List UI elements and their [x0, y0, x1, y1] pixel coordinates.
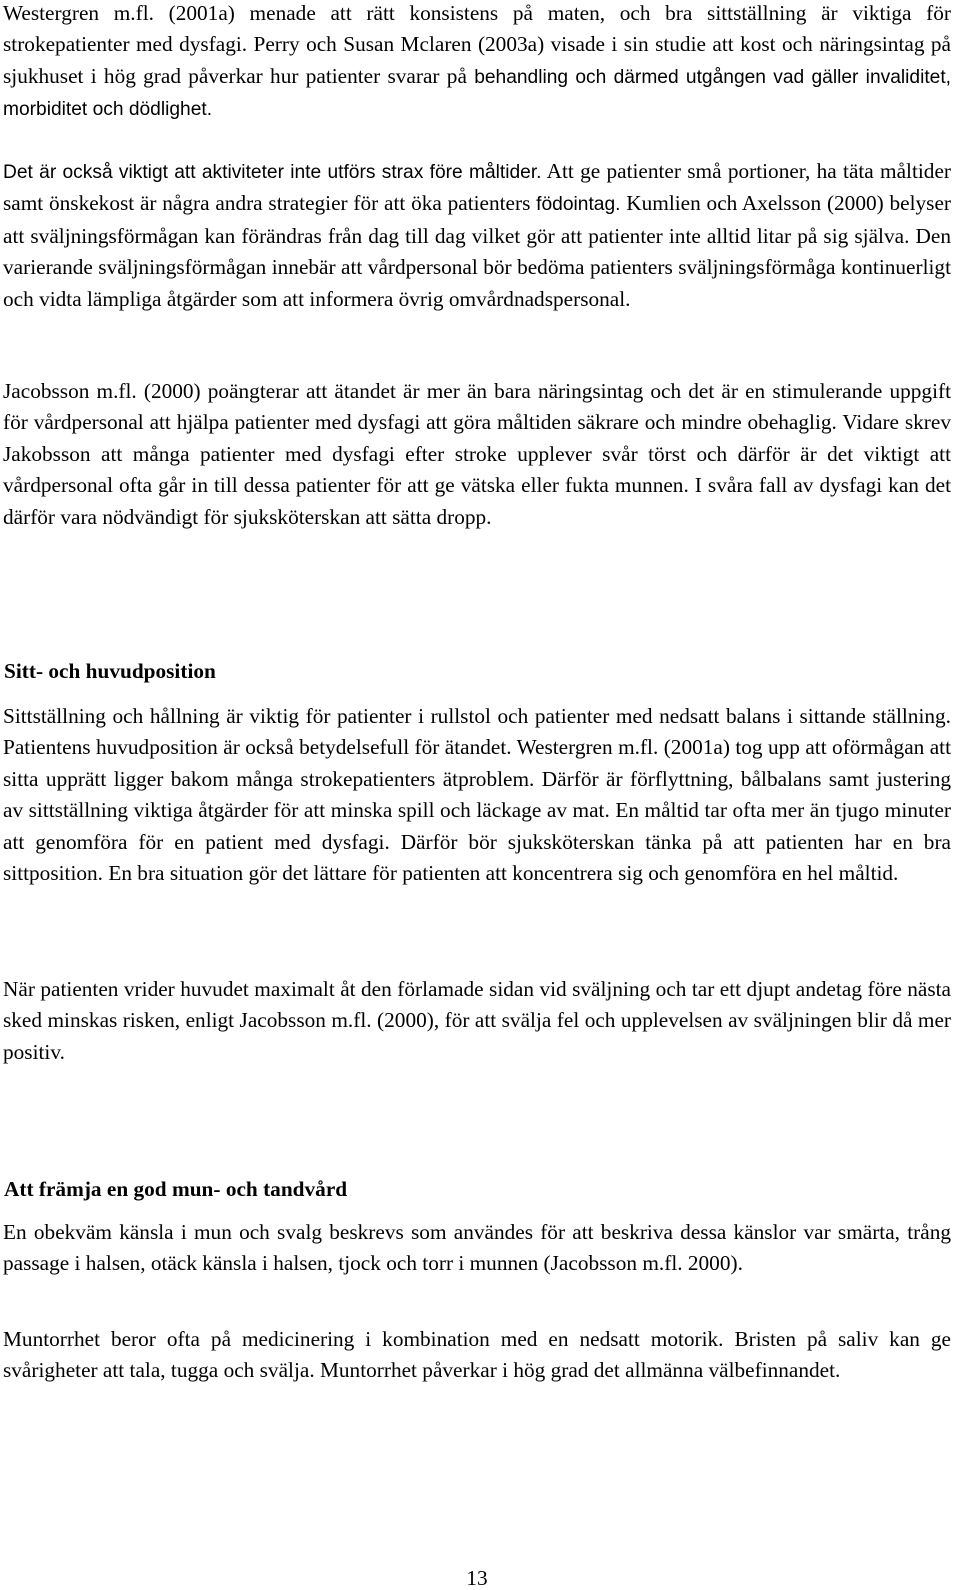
- paragraph-2-sans-part-2: födointag.: [536, 194, 621, 216]
- paragraph-5: När patienten vrider huvudet maximalt åt den förlamade sidan vid sväljning och tar ett djupt andetag före nästa sked minskas risken, enligt Jacobsson m.fl. (2000), för att svälja fel och upplevelsen av sväljningen blir då mer positiv.: [3, 977, 951, 1064]
- paragraph-4: Sittställning och hållning är viktig för patienter i rullstol och patienter med nedsatt balans i sittande ställning. Patientens huvudposition är också betydelsefull för ätandet. Westergren m.fl. (2001a) tog upp att oförmågan att sitta upprätt ligger bakom många strokepatienters ätproblem. Därför är förflyttning, bålbalans samt justering av sittställning viktiga åtgärder för att minska spill och läckage av mat. En måltid tar ofta mer än tjugo minuter att genomföra för en patient med dysfagi. Därför bör sjuksköterskan tänka på att patienten har en bra sittposition. En bra situation gör det lättare för patienten att koncentrera sig och genomföra en hel måltid.: [3, 704, 951, 886]
- paragraph-2-sans-part-1: Det är också viktigt att aktiviteter inte utförs strax före måltider.: [3, 162, 542, 183]
- paragraph-7: Muntorrhet beror ofta på medicinering i kombination med en nedsatt motorik. Bristen på saliv kan ge svårigheter att tala, tugga och svälja. Muntorrhet påverkar i hög grad det allmänna välbefinnandet.: [3, 1327, 951, 1383]
- paragraph-2: [3, 156, 951, 315]
- page-number: 13: [466, 1566, 488, 1590]
- paragraph-3: Jacobsson m.fl. (2000) poängterar att ätandet är mer än bara näringsintag och det är en stimulerande uppgift för vårdpersonal att hjälpa patienter med dysfagi att göra måltiden säkrare och mindre obehaglig. Vidare skrev Jakobsson att många patienter med dysfagi efter stroke upplever svår törst och därför är det viktigt att vårdpersonal ofta går in till dessa patienter för att ge vätska eller fukta munnen. I svåra fall av dysfagi kan det därför vara nödvändigt för sjuksköterskan att sätta dropp.: [3, 379, 951, 529]
- paragraph-6: En obekväm känsla i mun och svalg beskrevs som användes för att beskriva dessa känslor var smärta, trång passage i halsen, otäck känsla i halsen, tjock och torr i munnen (Jacobsson m.fl. 2000).: [3, 1220, 951, 1276]
- paragraph-2-serif-part-2: Kumlien och Axelsson (2000) belyser att sväljningsförmågan kan förändras från dag till dag vilket gör att patienter inte alltid litar på sig själva. Den varierande sväljningsförmågan innebär att vårdpersonal bör bedöma patienters sväljningsförmåga kontinuerligt och vidta lämpliga åtgärder som att informera övrig omvårdnadspersonal.: [3, 191, 951, 311]
- paragraph-1: [3, 0, 951, 126]
- paragraph-1-serif-part: Westergren m.fl. (2001a) menade att rätt konsistens på maten, och bra sittställning är viktiga för strokepatienter med dysfagi. Perry och Susan Mclaren (2003a) visade i sin studie att kost och näringsintag på sjukhuset i hög grad påverkar hur patienter svarar på: [3, 1, 951, 88]
- paragraph-2-serif-part-1: Att ge patienter små portioner, ha täta måltider samt önskekost är några andra strategier för att öka patienters: [3, 159, 952, 216]
- paragraph-1-sans-part: behandling och därmed utgången vad gäller invaliditet, morbiditet och dödlighet.: [3, 66, 952, 121]
- section-heading-mun-och-tandvard: Att främja en god mun- och tandvård: [4, 1177, 348, 1201]
- section-heading-sitt-och-huvudposition: Sitt- och huvudposition: [4, 659, 216, 683]
